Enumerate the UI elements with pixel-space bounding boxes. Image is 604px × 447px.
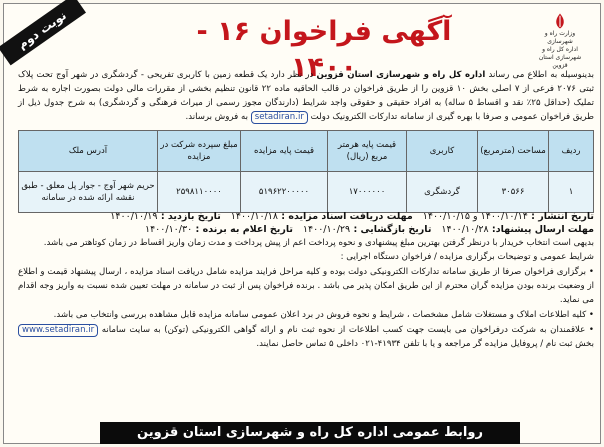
- intro-paragraph: [18, 68, 594, 124]
- page-title: آگهی فراخوان ۱۶ - ۱۴۰۰: [196, 16, 452, 83]
- bullet-icon: •: [585, 325, 594, 335]
- cell-usage: گردشگری: [407, 172, 478, 213]
- winner-date-label: تاریخ اعلام به برنده :: [195, 224, 293, 235]
- col-header-unit-price: قیمت پایه هرمتر مربع (ریال): [328, 131, 407, 172]
- edition-badge: نوبت دوم: [0, 0, 86, 65]
- intro-text-2: در نظر دارد یک قطعه زمین با کاربری تفریحی - گردشگری در شهر آوج تحت پلاک ثبتی ۲۰۷۶ فرعی از ۷ اصلی بخش ۱۰ قزوین را از طریق فراخوان در قالب الحاقیه ماده ۲۲ قانون تنظیم بخشی از مقررات مالی دولت بصورت اجاره به شرط تملیک (حداقل ۲۵٪ نقد و اقساط ۵ ساله) به افراد حقیقی و حقوقی واجد شرایط (دارندگان مجوز رسمی از میراث فرهنگی و گردشگری) به شرح جدول ذیل از طریق فراخوان عمومی و صرفا با بهره گیری از سامانه تدارکات الکترونیک دولت: [18, 70, 595, 122]
- logo-line-1: وزارت راه و شهرسازی: [544, 30, 576, 45]
- submit-deadline-value: ۱۴۰۰/۱۰/۲۸: [441, 224, 489, 235]
- cell-address: حریم شهر آوج - جوار پل معلق - طبق نقشه ارائه شده در سامانه: [19, 172, 158, 213]
- docs-deadline-value: ۱۴۰۰/۱۰/۱۸: [230, 211, 278, 222]
- note-property-info: [18, 308, 594, 322]
- col-header-base-price: قیمت پایه مزایده: [241, 131, 328, 172]
- cell-base-price: ۵۱۹۶۲۲۰۰۰۰۰: [241, 172, 328, 213]
- visit-date-value: ۱۴۰۰/۱۰/۱۹: [110, 211, 158, 222]
- emblem-icon: [548, 12, 572, 30]
- advertisement-frame: [3, 3, 601, 444]
- cell-row-number: ۱: [549, 172, 594, 213]
- dates-line-2: [18, 223, 594, 236]
- winner-date-value: ۱۴۰۰/۱۰/۳۰: [144, 224, 193, 235]
- docs-deadline-label: مهلت دریافت اسناد مزایده :: [281, 211, 413, 222]
- note-registration-contact: بخش ثبت نام / پروفایل مزایده گر مراجعه و یا با تلفن ۴۱۹۳۴-۰۲۱ داخلی ۵ تماس حاصل نمایند.: [256, 339, 594, 349]
- dates-line-1: [18, 210, 594, 223]
- ministry-logo: [532, 12, 588, 70]
- intro-organization: اداره کل راه و شهرسازی استان قزوین: [316, 70, 486, 80]
- table-header-row: [19, 131, 594, 172]
- publish-date-value: ۱۴۰۰/۱۰/۱۴ و ۱۴۰۰/۱۰/۱۵: [422, 211, 528, 222]
- footer-banner: روابط عمومی اداره کل راه و شهرسازی استان قزوین: [100, 422, 520, 444]
- col-header-area: مساحت (مترمربع): [478, 131, 549, 172]
- setad-website-link[interactable]: www.setadiran.ir: [18, 324, 98, 337]
- col-header-usage: کاربری: [407, 131, 478, 172]
- visit-date-label: تاریخ بازدید :: [160, 211, 221, 222]
- publish-date-label: تاریخ انتشار :: [531, 211, 594, 222]
- intro-text-3: به فروش برساند.: [185, 112, 249, 122]
- note-registration: [18, 323, 594, 351]
- note-electronic-procedure: [18, 265, 594, 307]
- note-registration-text: علاقمندان به شرکت درفراخوان می بایست جهت کسب اطلاعات از نحوه ثبت نام و ارائه گواهی الکترونیکی (توکن) به سایت سامانه: [101, 325, 586, 335]
- col-header-row-number: ردیف: [549, 131, 594, 172]
- cell-deposit: ۲۵۹۸۱۱۰۰۰۰: [158, 172, 241, 213]
- col-header-address: آدرس ملک: [19, 131, 158, 172]
- note-electronic-procedure-text: برگزاری فراخوان صرفا از طریق سامانه تدارکات الکترونیکی دولت بوده و کلیه مراحل فرایند مزایده شامل دریافت اسناد مزایده ، ارسال پیشنهاد قیمت و اطلاع از وضعیت برنده بودن مزایده گران محترم از این طریق امکان پذیر می باشد . برنده فراخوان پس از ثبت در سامانه در مهلت تعیین شده نسبت به واریز وجه اقدام می نماید.: [18, 267, 594, 305]
- table-row: [19, 172, 594, 213]
- bullet-icon: •: [586, 310, 594, 320]
- col-header-deposit: مبلغ سپرده شرکت در مزایده: [158, 131, 241, 172]
- property-table: [18, 130, 594, 213]
- cell-area: ۳۰۵۶۶: [478, 172, 549, 213]
- cell-unit-price: ۱۷۰۰۰۰۰۰: [328, 172, 407, 213]
- bullet-icon: •: [586, 267, 594, 277]
- setad-link[interactable]: setadiran.ir: [251, 111, 308, 124]
- opening-date-label: تاریخ بازگشایی :: [353, 224, 432, 235]
- note-property-info-text: کلیه اطلاعات املاک و مستغلات شامل مشخصات ، شرایط و نحوه فروش در برد اعلان عمومی سامانه مزایده قابل مشاهده بررسی وانتخاب می باشد.: [53, 310, 587, 320]
- note-general-conditions: شرایط عمومی و توضیحات برگزاری مزایده / فراخوان دستگاه اجرایی :: [340, 252, 594, 262]
- opening-date-value: ۱۴۰۰/۱۰/۲۹: [302, 224, 351, 235]
- intro-text-1: بدینوسیله به اطلاع می رساند: [488, 70, 594, 80]
- logo-line-2: اداره کل راه و شهرسازی استان قزوین: [538, 46, 582, 69]
- submit-deadline-label: مهلت ارسال پیشنهاد:: [491, 224, 594, 235]
- note-buyer-selection: بدیهی است انتخاب خریدار با درنظر گرفتن بهترین مبلغ پیشنهادی و نحوه پرداخت اعم از پیش پرداخت و مدت زمان واریز اقساط در زمان کوتاهتر می باشد.: [43, 238, 594, 248]
